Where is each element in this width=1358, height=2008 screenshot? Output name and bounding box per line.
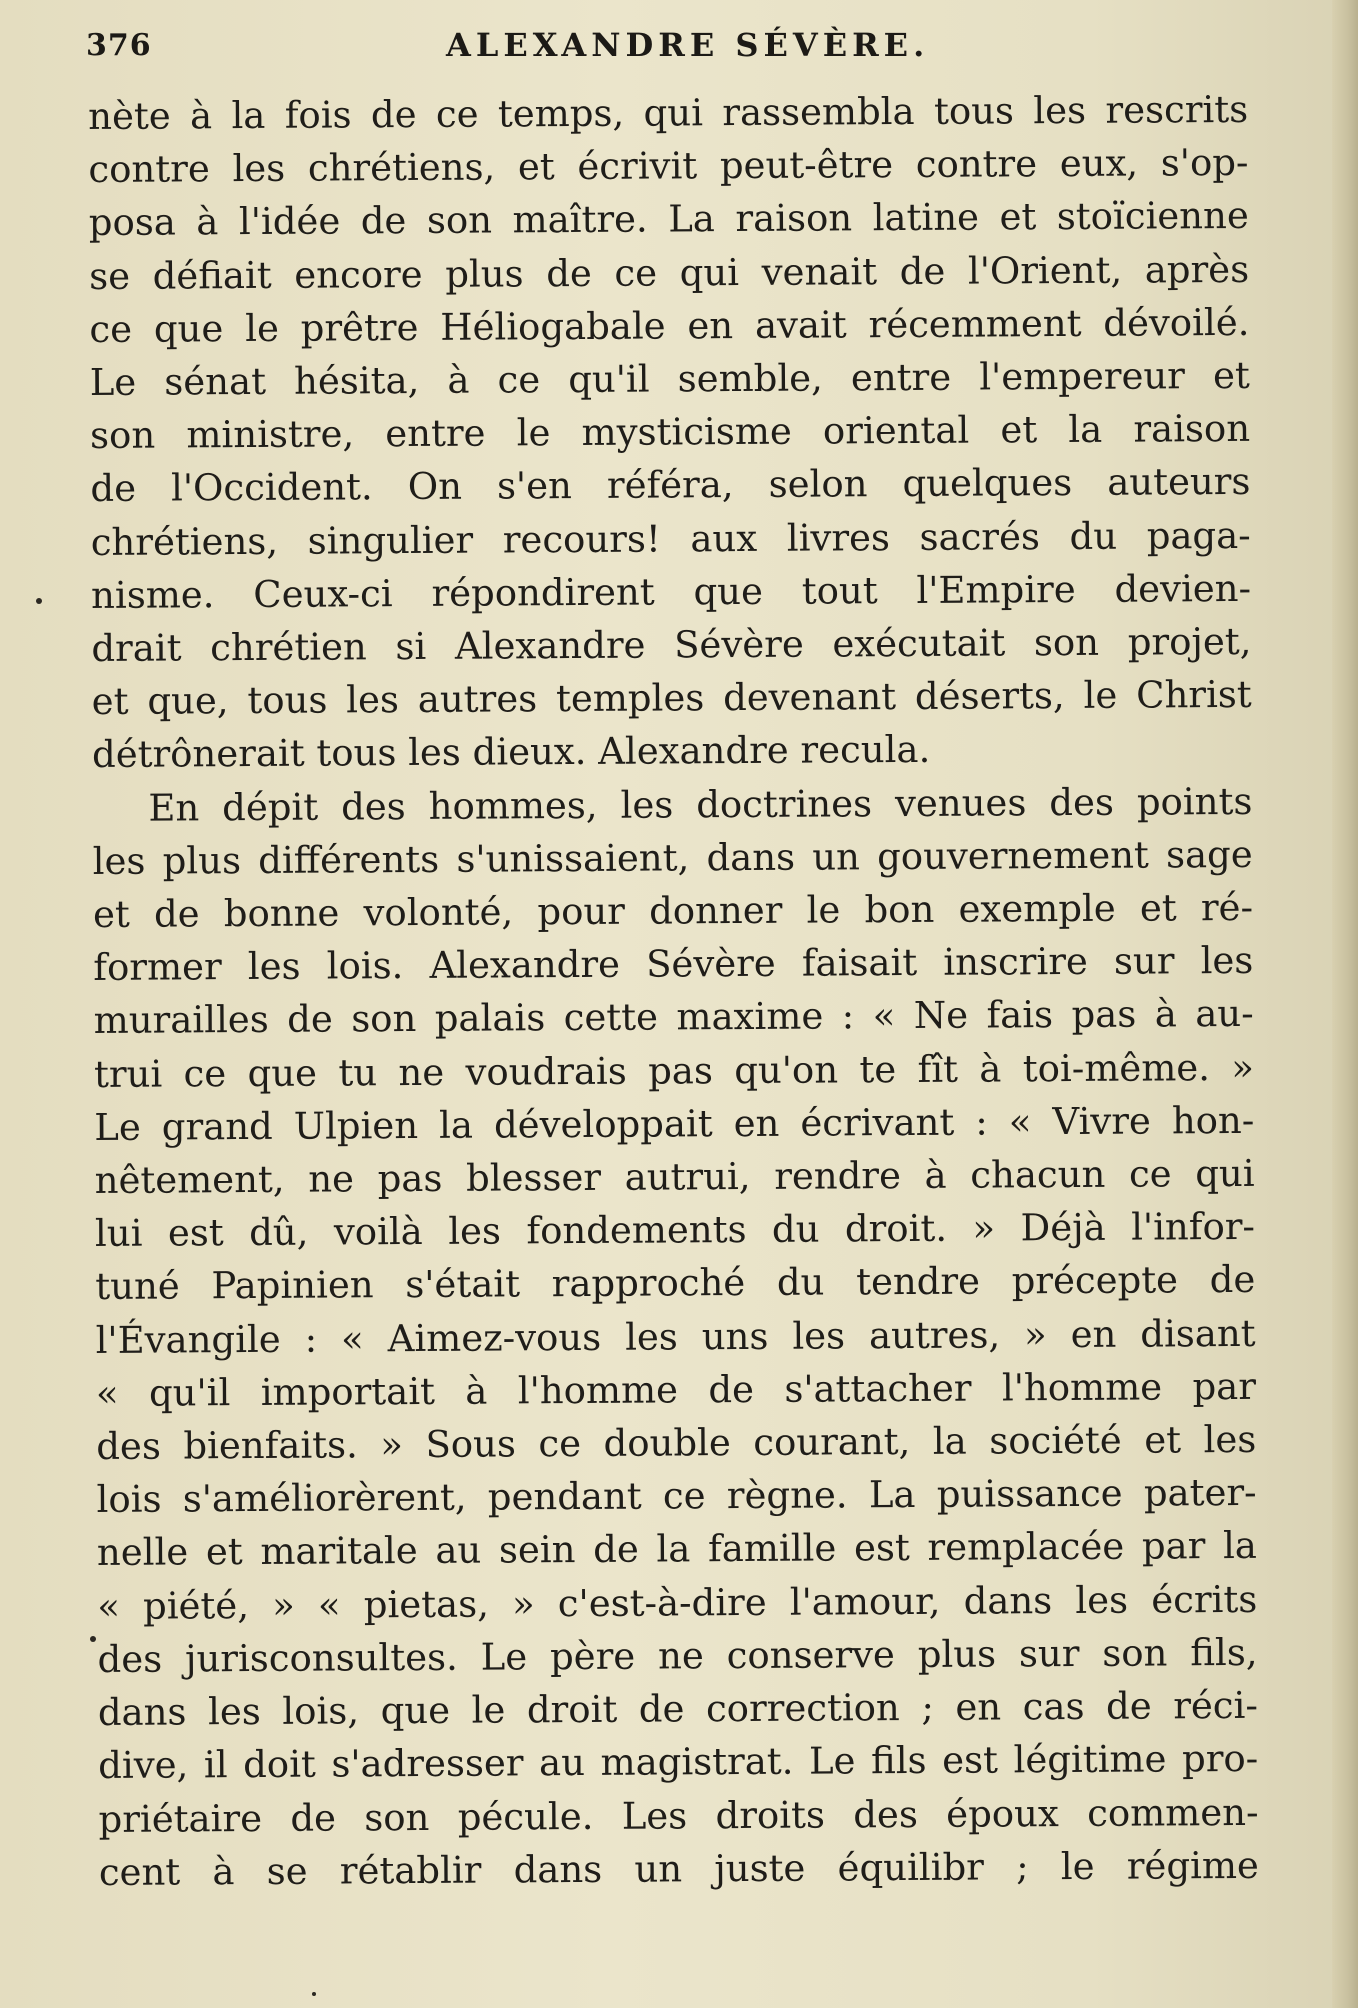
paper-speck — [90, 1636, 96, 1642]
paper-speck — [36, 598, 42, 604]
text-line: contre les chrétiens, et écrivit peut-être contre eux, s'op- — [88, 141, 1249, 192]
text-line: « piété, » « pietas, » c'est-à-dire l'amour, dans les écrits — [97, 1577, 1258, 1628]
text-line: En dépit des hommes, les doctrines venues des points — [148, 779, 1253, 830]
text-line: ce que le prêtre Héliogabale en avait récemment dévoilé. — [89, 300, 1250, 351]
text-line: son ministre, entre le mysticisme oriental et la raison — [89, 407, 1251, 458]
running-title: ALEXANDRE SÉVÈRE. — [446, 26, 930, 64]
text-line: murailles de son palais cette maxime : « Ne fais pas à au- — [93, 992, 1254, 1043]
text-line: dans les lois, que le droit de correction ; en cas de réci- — [97, 1683, 1259, 1735]
text-line: drait chrétien si Alexandre Sévère exécutait son projet, — [91, 619, 1252, 671]
text-line: et que, tous les autres temples devenant déserts, le Christ — [91, 673, 1252, 724]
page-number: 376 — [86, 28, 152, 63]
text-line: des jurisconsultes. Le père ne conserve plus sur son fils, — [97, 1630, 1258, 1681]
text-line: nisme. Ceux-ci répondirent que tout l'Empire devien- — [90, 566, 1252, 617]
text-line: Le grand Ulpien la développait en écrivant : « Vivre hon- — [94, 1098, 1255, 1149]
text-line: chrétiens, singulier recours! aux livres sacrés du paga- — [90, 513, 1251, 564]
text-line: se défiait encore plus de ce qui venait de l'Orient, après — [89, 247, 1250, 298]
text-line: trui ce que tu ne voudrais pas qu'on te fît à toi-même. » — [93, 1045, 1255, 1096]
paragraph-1 — [88, 83, 1252, 782]
text-line: former les lois. Alexandre Sévère faisait inscrire sur les — [93, 939, 1254, 990]
text-line: nelle et maritale au sein de la famille est remplacée par la — [96, 1524, 1258, 1575]
body-text — [88, 83, 1259, 1899]
text-line: Le sénat hésita, à ce qu'il semble, entre l'empereur et — [89, 353, 1250, 405]
text-line: les plus différents s'unissaient, dans un gouvernement sage — [92, 832, 1253, 883]
text-line: des bienfaits. » Sous ce double courant, la société et les — [96, 1417, 1257, 1469]
text-line: posa à l'idée de son maître. La raison latine et stoïcienne — [88, 194, 1249, 245]
text-line: détrônerait tous les dieux. Alexandre recula. — [91, 728, 931, 777]
text-line: l'Évangile : « Aimez-vous les uns les autres, » en disant — [95, 1311, 1256, 1362]
text-line: priétaire de son pécule. Les droits des époux commen- — [98, 1790, 1259, 1841]
text-line: lui est dû, voilà les fondements du droit. » Déjà l'infor- — [94, 1205, 1256, 1256]
text-line: nète à la fois de ce temps, qui rassembla tous les rescrits — [88, 87, 1249, 138]
page-header — [86, 22, 1236, 82]
text-line: de l'Occident. On s'en référa, selon quelques auteurs — [90, 460, 1251, 511]
text-line: cent à se rétablir dans un juste équilibr ; le régime — [98, 1843, 1259, 1894]
text-line: tuné Papinien s'était rapproché du tendre précepte de — [95, 1258, 1256, 1309]
text-line: dive, il doit s'adresser au magistrat. Le fils est légitime pro- — [98, 1737, 1259, 1788]
paragraph-2 — [92, 775, 1259, 1899]
text-line: et de bonne volonté, pour donner le bon exemple et ré- — [92, 885, 1254, 937]
text-line: nêtement, ne pas blesser autrui, rendre à chacun ce qui — [94, 1151, 1255, 1203]
paper-speck — [312, 1992, 316, 1996]
page-edge-shadow — [1332, 0, 1358, 2008]
text-line: « qu'il importait à l'homme de s'attacher l'homme par — [95, 1364, 1257, 1415]
text-line: lois s'améliorèrent, pendant ce règne. La puissance pater- — [96, 1471, 1257, 1522]
